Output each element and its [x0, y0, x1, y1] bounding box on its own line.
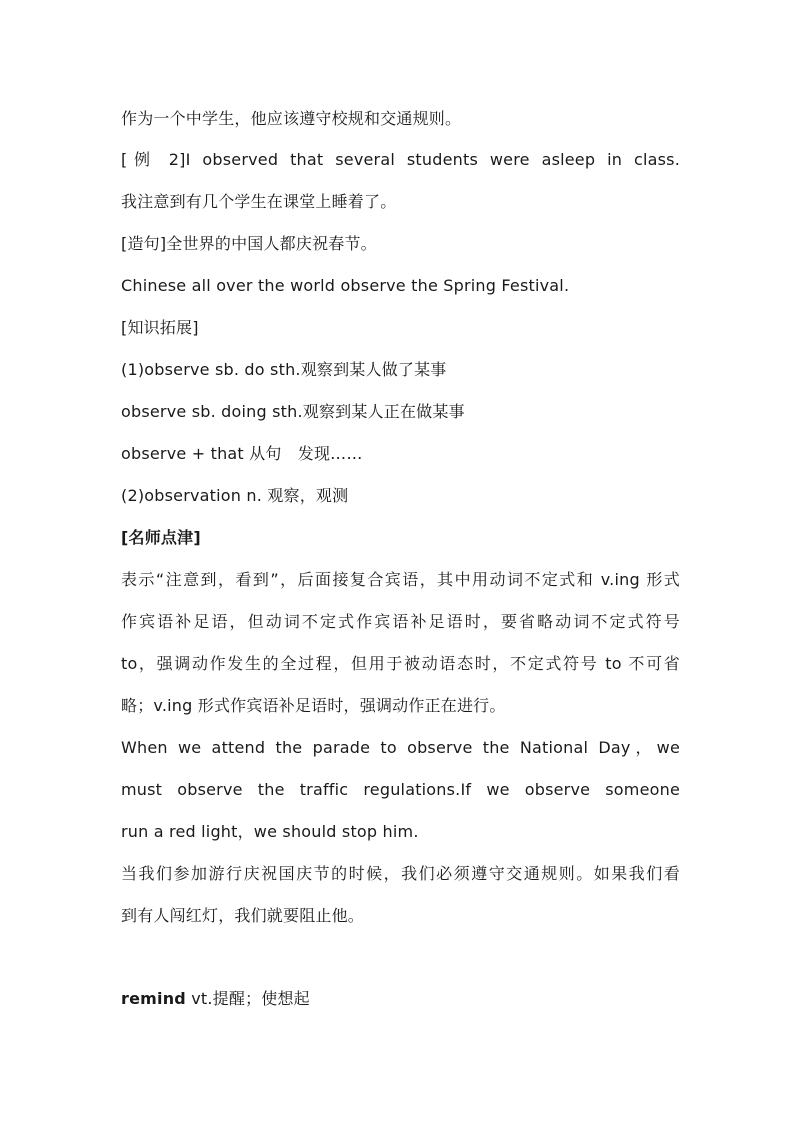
- vocab-definition: vt.提醒；使想起: [185, 989, 310, 1008]
- paragraph-line: 略；v.ing 形式作宾语补足语时，强调动作正在进行。: [121, 696, 506, 715]
- text-line: (2)observation n. 观察，观测: [121, 486, 349, 505]
- paragraph-line: must observe the traffic regulations.If we observe someone: [121, 780, 680, 799]
- text-line: (1)observe sb. do sth.观察到某人做了某事: [121, 360, 447, 379]
- paragraph-line: 作宾语补足语，但动词不定式作宾语补足语时，要省略动词不定式符号: [121, 612, 680, 631]
- example-2-english: [例 2]I observed that several students were asleep in class.: [121, 150, 680, 169]
- text-line: 作为一个中学生，他应该遵守校规和交通规则。: [121, 109, 462, 128]
- paragraph-line: 当我们参加游行庆祝国庆节的时候，我们必须遵守交通规则。如果我们看: [121, 864, 680, 883]
- teacher-tips-heading: [名师点津]: [121, 528, 201, 547]
- paragraph-line: 表示“注意到，看到”，后面接复合宾语，其中用动词不定式和 v.ing 形式: [121, 570, 680, 589]
- paragraph-line: run a red light，we should stop him.: [121, 822, 419, 841]
- text-line: observe + that 从句 发现……: [121, 444, 363, 463]
- sentence-making-label: [造句]全世界的中国人都庆祝春节。: [121, 234, 377, 253]
- text-line: 我注意到有几个学生在课堂上睡着了。: [121, 192, 397, 211]
- text-line: observe sb. doing sth.观察到某人正在做某事: [121, 402, 465, 421]
- text-line: Chinese all over the world observe the Spring Festival.: [121, 276, 570, 295]
- paragraph-line: When we attend the parade to observe the National Day，we: [121, 738, 680, 757]
- paragraph-line: to，强调动作发生的全过程，但用于被动语态时，不定式符号 to 不可省: [121, 654, 680, 673]
- vocab-word: remind: [121, 989, 186, 1008]
- paragraph-line: 到有人闯红灯，我们就要阻止他。: [121, 906, 365, 925]
- knowledge-extension-heading: [知识拓展]: [121, 318, 199, 337]
- vocab-entry: [121, 989, 310, 1009]
